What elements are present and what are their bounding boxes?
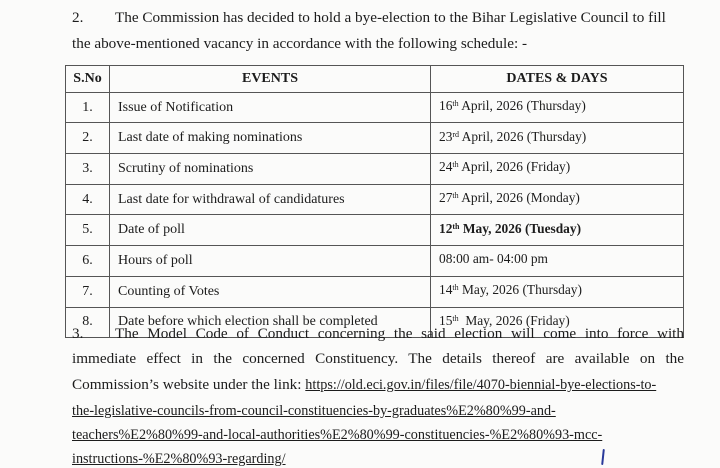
schedule-table	[65, 65, 684, 338]
header-dates: DATES & DAYS	[431, 66, 684, 93]
row-date	[431, 276, 684, 307]
row-date-rest: May, 2026 (Tuesday)	[459, 220, 582, 236]
row-date-day: 23	[439, 128, 453, 144]
row-date-rest: May, 2026 (Friday)	[458, 312, 570, 328]
row-date-suffix: th	[452, 313, 459, 323]
schedule-row	[66, 246, 684, 277]
row-date	[431, 154, 684, 185]
paragraph-3-line-1	[72, 325, 684, 343]
row-date-rest: April, 2026 (Thursday)	[458, 97, 586, 113]
paragraph-2-line-2: the above-mentioned vacancy in accordance with the following schedule: -	[72, 35, 528, 52]
paragraph-3-line-2	[72, 350, 684, 368]
row-date-day: 16	[439, 97, 453, 113]
header-events: EVENTS	[110, 66, 431, 93]
row-sno: 2.	[66, 123, 110, 154]
paragraph-3-number: 3.	[72, 325, 84, 342]
row-date-day: 08:00 am- 04:00 pm	[439, 251, 548, 267]
mcc-link-line-1[interactable]: https://old.eci.gov.in/files/file/4070-biennial-bye-elections-to-	[305, 377, 657, 393]
row-date-suffix: th	[452, 282, 459, 292]
row-date-suffix: rd	[452, 129, 460, 139]
mcc-link-line-2[interactable]: the-legislative-councils-from-council-constituencies-by-graduates%E2%80%99-and-	[72, 403, 556, 419]
schedule-row	[66, 123, 684, 154]
mcc-link-line-3[interactable]: teachers%E2%80%99-and-local-authorities%E2%80%99-constituencies-%E2%80%93-mcc-	[72, 427, 603, 443]
row-event: Last date of making nominations	[110, 123, 431, 154]
row-date-rest: April, 2026 (Thursday)	[459, 128, 587, 144]
row-date-rest: May, 2026 (Thursday)	[458, 281, 582, 297]
paragraph-3-text-1: The Model Code of Conduct concerning the said election will come into force with	[115, 325, 684, 342]
row-date-suffix: th	[452, 160, 459, 170]
row-date-suffix: th	[452, 190, 459, 200]
pen-mark	[601, 449, 605, 465]
schedule-row	[66, 154, 684, 185]
row-date-suffix: th	[452, 221, 460, 231]
row-sno: 1.	[66, 92, 110, 123]
paragraph-3-line-4	[72, 402, 556, 420]
row-date-day: 12	[439, 220, 453, 236]
row-date	[431, 246, 684, 277]
row-sno: 6.	[66, 246, 110, 277]
row-event: Issue of Notification	[110, 92, 431, 123]
paragraph-3-line-6	[72, 450, 286, 468]
row-event: Date of poll	[110, 215, 431, 246]
row-date-day: 27	[439, 189, 453, 205]
row-event: Hours of poll	[110, 246, 431, 277]
paragraph-2-line-1	[72, 9, 666, 27]
row-sno: 7.	[66, 276, 110, 307]
schedule-header-row	[66, 66, 684, 93]
row-date-suffix: th	[452, 98, 459, 108]
row-date-rest: April, 2026 (Monday)	[458, 189, 580, 205]
schedule-row	[66, 92, 684, 123]
paragraph-3-line-3	[72, 376, 656, 394]
row-sno: 5.	[66, 215, 110, 246]
row-sno: 3.	[66, 154, 110, 185]
row-sno: 4.	[66, 184, 110, 215]
paragraph-2-number: 2.	[72, 9, 84, 26]
row-date	[431, 92, 684, 123]
row-date-rest: April, 2026 (Friday)	[458, 159, 571, 175]
paragraph-3-text-2: immediate effect in the concerned Constituency. The details thereof are available on the	[72, 350, 684, 367]
schedule-row	[66, 215, 684, 246]
paragraph-3-text-3: Commission’s website under the link:	[72, 376, 306, 393]
paragraph-2-text: The Commission has decided to hold a bye-election to the Bihar Legislative Council to fill	[115, 9, 666, 26]
mcc-link-line-4[interactable]: instructions-%E2%80%93-regarding/	[72, 451, 286, 467]
row-event: Date before which election shall be completed	[110, 307, 431, 338]
schedule-row	[66, 184, 684, 215]
row-event: Counting of Votes	[110, 276, 431, 307]
row-sno: 8.	[66, 307, 110, 338]
schedule-row	[66, 276, 684, 307]
row-date	[431, 123, 684, 154]
header-sno: S.No	[66, 66, 110, 93]
row-event: Last date for withdrawal of candidatures	[110, 184, 431, 215]
row-date-day: 14	[439, 281, 453, 297]
row-date-day: 24	[439, 159, 453, 175]
row-date-day: 15	[439, 312, 453, 328]
paragraph-3-line-5	[72, 426, 602, 444]
row-event: Scrutiny of nominations	[110, 154, 431, 185]
row-date	[431, 215, 684, 246]
row-date	[431, 184, 684, 215]
